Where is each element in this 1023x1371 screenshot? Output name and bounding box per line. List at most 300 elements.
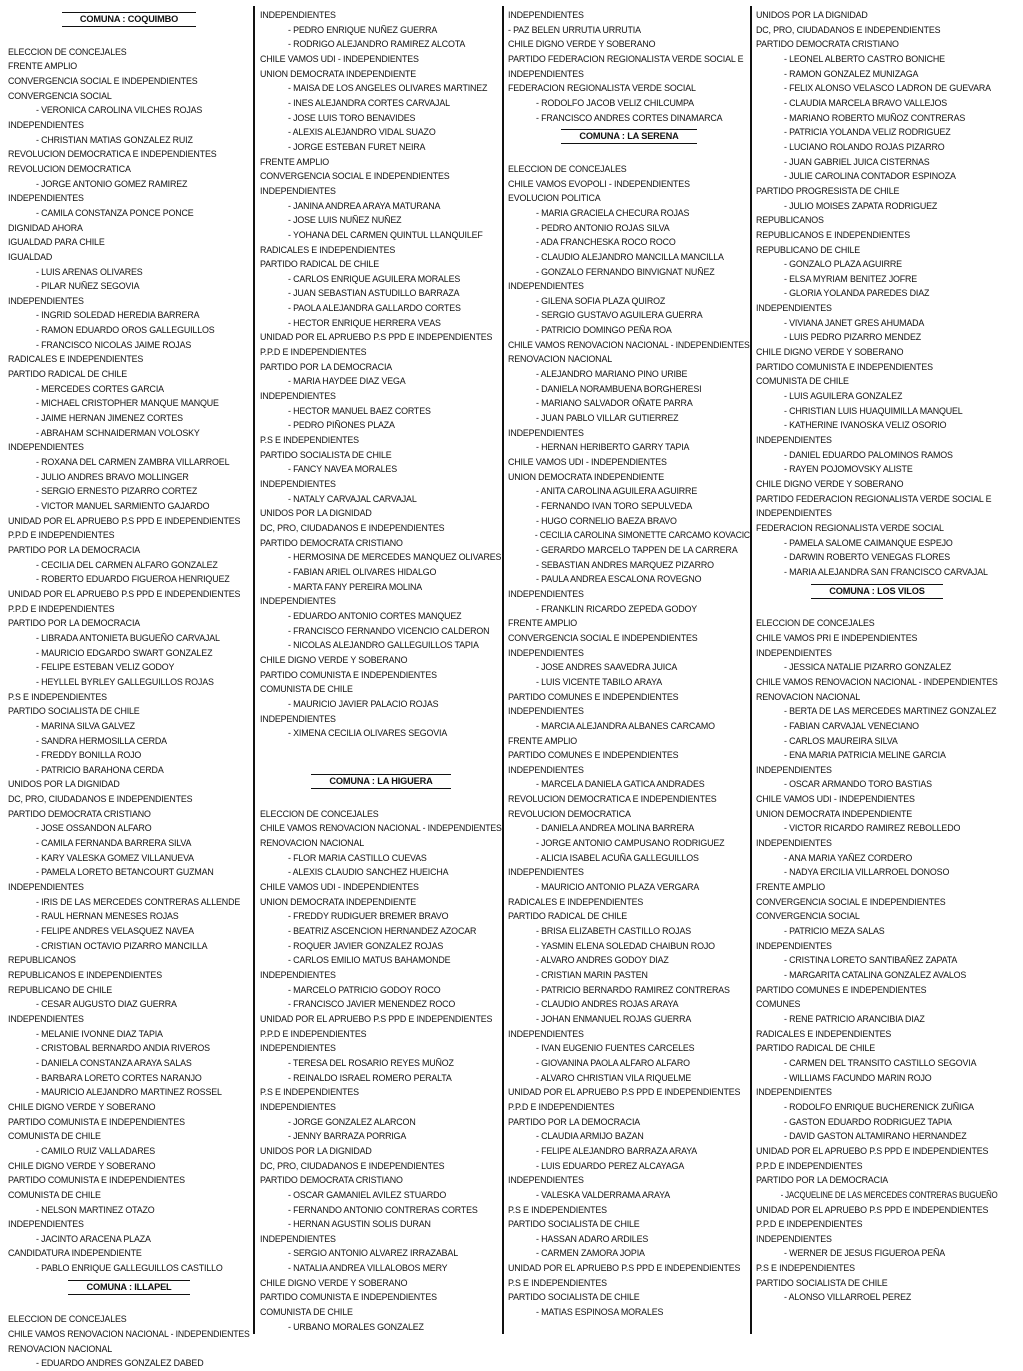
candidate-name: - URBANO MORALES GONZALEZ (288, 1321, 424, 1332)
candidate-name: - MAURICIO ANTONIO PLAZA VERGARA (536, 882, 700, 893)
party-line: EVOLUCION POLITICA (508, 193, 601, 204)
party-line: RADICALES E INDEPENDIENTES (260, 244, 396, 255)
candidate-name: - JOSE OSSANDON ALFARO (36, 823, 152, 834)
party-line: INDEPENDIENTES (260, 596, 336, 607)
party-line: PARTIDO PROGRESISTA DE CHILE (756, 185, 900, 196)
candidate-name: - JOHAN ENMANUEL ROJAS GUERRA (536, 1013, 692, 1024)
candidate-name: - INGRID SOLEDAD HEREDIA BARRERA (36, 310, 200, 321)
party-line: PARTIDO COMUNES E INDEPENDIENTES (508, 750, 679, 761)
party-line: INDEPENDIENTES (8, 882, 84, 893)
party-line: INDEPENDIENTES (508, 588, 584, 599)
party-line: P.S E INDEPENDIENTES (508, 1204, 607, 1215)
candidate-name: - YOHANA DEL CARMEN QUINTUL LLANQUILEF (288, 229, 483, 240)
candidate-name: - HERNAN AGUSTIN SOLIS DURAN (288, 1219, 431, 1230)
party-line: UNIDOS POR LA DIGNIDAD (8, 779, 120, 790)
candidate-name: - HECTOR MANUEL BAEZ CORTES (288, 405, 431, 416)
text-column-2 (260, 8, 502, 1333)
party-line: RADICALES E INDEPENDIENTES (508, 896, 644, 907)
party-line: COMUNISTA DE CHILE (260, 684, 353, 695)
party-line: INDEPENDIENTES (508, 1028, 584, 1039)
candidate-name: - DARWIN ROBERTO VENEGAS FLORES (784, 552, 950, 563)
party-line: INDEPENDIENTES (508, 281, 584, 292)
candidate-name: - EDUARDO ANDRES GONZALEZ DABED (36, 1358, 204, 1369)
party-line: UNIDOS POR LA DIGNIDAD (756, 10, 868, 20)
candidate-name: - PATRICIO BARAHONA CERDA (36, 764, 164, 775)
candidate-name: - HERMOSINA DE MERCEDES MANQUEZ OLIVARES (288, 552, 502, 563)
candidate-name: - HASSAN ADARO ARDILES (536, 1233, 649, 1244)
candidate-name: - PATRICIO MEZA SALAS (784, 926, 885, 937)
candidate-name: - HECTOR ENRIQUE HERRERA VEAS (288, 317, 441, 328)
party-line: INDEPENDIENTES (756, 1233, 832, 1244)
party-line: P.S E INDEPENDIENTES (508, 1277, 607, 1288)
party-line: CHILE DIGNO VERDE Y SOBERANO (8, 1160, 156, 1171)
candidate-name: - PEDRO PIÑONES PLAZA (288, 420, 395, 431)
candidate-name: - LUIS ARENAS OLIVARES (36, 266, 143, 277)
spacer (756, 602, 998, 617)
party-line: REPUBLICANOS E INDEPENDIENTES (8, 970, 162, 980)
candidate-name: - PABLO ENRIQUE GALLEGUILLOS CASTILLO (36, 1263, 223, 1274)
party-line: PARTIDO SOCIALISTA DE CHILE (756, 1277, 888, 1288)
party-line: INDEPENDIENTES (508, 764, 584, 775)
candidate-name: - ROXANA DEL CARMEN ZAMBRA VILLARROEL (36, 457, 230, 468)
candidate-name: - BEATRIZ ASCENCION HERNANDEZ AZOCAR (288, 926, 477, 937)
comuna-heading (8, 8, 250, 30)
candidate-name: - CECILIA DEL CARMEN ALFARO GONZALEZ (36, 559, 218, 570)
party-line: UNIDOS POR LA DIGNIDAD (260, 508, 372, 519)
candidate-name: - CAMILA CONSTANZA PONCE PONCE (36, 207, 194, 218)
party-line: FEDERACION REGIONALISTA VERDE SOCIAL (508, 83, 696, 94)
party-line: PARTIDO SOCIALISTA DE CHILE (8, 706, 140, 717)
party-line: PARTIDO RADICAL DE CHILE (8, 369, 128, 380)
candidate-name: - RODRIGO ALEJANDRO RAMIREZ ALCOTA (288, 39, 466, 50)
party-line: INDEPENDIENTES (756, 647, 832, 658)
candidate-name: - SERGIO GUSTAVO AGUILERA GUERRA (536, 310, 703, 321)
party-line: DC, PRO, CIUDADANOS E INDEPENDIENTES (8, 794, 193, 805)
candidate-name: - GLORIA YOLANDA PAREDES DIAZ (784, 288, 930, 299)
spacer (260, 741, 502, 756)
candidate-name: - MARIA GRACIELA CHECURA ROJAS (536, 207, 690, 218)
candidate-name: - CARMEN ZAMORA JOPIA (536, 1248, 645, 1259)
candidate-name: - JENNY BARRAZA PORRIGA (288, 1131, 407, 1142)
candidate-name: - CARLOS MAUREIRA SILVA (784, 735, 898, 746)
candidate-name: - ADA FRANCHESKA ROCO ROCO (536, 237, 676, 248)
party-line: UNIDAD POR EL APRUEBO P.S PPD E INDEPENDIENTES (756, 1204, 989, 1215)
comuna-heading (8, 1276, 250, 1298)
candidate-name: - DANIEL EDUARDO PALOMINOS RAMOS (784, 449, 953, 460)
candidate-name: - KATHERINE IVANOSKA VELIZ OSORIO (784, 420, 947, 431)
text-column-3 (508, 8, 750, 1333)
party-line: RENOVACION NACIONAL (260, 838, 364, 849)
candidate-name: - GONZALO FERNANDO BINVIGNAT NUÑEZ (536, 266, 715, 277)
candidate-name: - NATALIA ANDREA VILLALOBOS MERY (288, 1263, 448, 1274)
party-line: CHILE DIGNO VERDE Y SOBERANO (756, 347, 904, 358)
candidate-name: - IVAN EUGENIO FUENTES CARCELES (536, 1043, 695, 1054)
candidate-name: - FREDDY RUDIGUER BREMER BRAVO (288, 911, 449, 922)
candidate-name: - FELIPE ALEJANDRO BARRAZA ARAYA (536, 1145, 698, 1156)
candidate-name: - PAMELA SALOME CAIMANQUE ESPEJO (784, 537, 953, 548)
candidate-name: - LUCIANO ROLANDO ROJAS PIZARRO (784, 141, 945, 152)
candidate-name: - HUGO CORNELIO BAEZA BRAVO (536, 515, 677, 526)
party-line: PARTIDO DEMOCRATA CRISTIANO (260, 537, 403, 548)
candidate-name: - BARBARA LORETO CORTES NARANJO (36, 1072, 202, 1083)
candidate-name: - JORGE GONZALEZ ALARCON (288, 1116, 416, 1127)
candidate-name: - HERNAN HERIBERTO GARRY TAPIA (536, 442, 690, 453)
party-line: CHILE DIGNO VERDE Y SOBERANO (260, 1277, 408, 1288)
comuna-heading-text: COMUNA : COQUIMBO (62, 12, 196, 27)
candidate-name: - JUAN GABRIEL JUICA CISTERNAS (784, 156, 930, 167)
column-divider (502, 6, 504, 1334)
candidate-name: - DANIELA ANDREA MOLINA BARRERA (536, 823, 695, 834)
candidate-name: - ELSA MYRIAM BENITEZ JOFRE (784, 273, 918, 284)
candidate-name: - FABIAN ARIEL OLIVARES HIDALGO (288, 566, 437, 577)
candidate-name: - ALICIA ISABEL ACUÑA GALLEGUILLOS (536, 852, 699, 863)
party-line: CHILE VAMOS EVOPOLI - INDEPENDIENTES (508, 178, 690, 189)
candidate-name: - JUAN SEBASTIAN ASTUDILLO BARRAZA (288, 288, 460, 299)
party-line: INDEPENDIENTES (508, 10, 584, 20)
candidate-name: - CAMILO RUIZ VALLADARES (36, 1145, 156, 1156)
candidate-name: - MAISA DE LOS ANGELES OLIVARES MARTINEZ (288, 83, 488, 94)
party-line: RADICALES E INDEPENDIENTES (756, 1028, 892, 1039)
party-line: IGUALDAD PARA CHILE (8, 237, 105, 248)
party-line: PARTIDO DEMOCRATA CRISTIANO (260, 1175, 403, 1186)
candidate-name: - YASMIN ELENA SOLEDAD CHAIBUN ROJO (536, 940, 715, 951)
candidate-name: - TERESA DEL ROSARIO REYES MUÑOZ (288, 1057, 454, 1068)
candidate-name: - RAMON GONZALEZ MUNIZAGA (784, 68, 919, 79)
candidate-name: - RENE PATRICIO ARANCIBIA DIAZ (784, 1013, 925, 1024)
candidate-name: - BRISA ELIZABETH CASTILLO ROJAS (536, 926, 691, 937)
candidate-name: - CRISTINA LORETO SANTIBAÑEZ ZAPATA (784, 955, 958, 966)
party-line: CONVERGENCIA SOCIAL E INDEPENDIENTES (508, 632, 698, 643)
party-line: CHILE DIGNO VERDE Y SOBERANO (8, 1101, 156, 1112)
candidate-name: - JULIO MOISES ZAPATA RODRIGUEZ (784, 200, 938, 211)
party-line: P.P.D E INDEPENDIENTES (8, 530, 115, 541)
spacer (8, 30, 250, 45)
party-line: INDEPENDIENTES (508, 1175, 584, 1186)
candidate-name: - ALONSO VILLARROEL PEREZ (784, 1292, 912, 1303)
candidate-name: - IRIS DE LAS MERCEDES CONTRERAS ALLENDE (36, 896, 241, 907)
party-line: P.P.D E INDEPENDIENTES (508, 1101, 615, 1112)
candidate-name: - JULIE CAROLINA CONTADOR ESPINOZA (784, 171, 956, 182)
comuna-heading-text: COMUNA : LOS VILOS (811, 584, 942, 599)
candidate-name: - LUIS PEDRO PIZARRO MENDEZ (784, 332, 921, 343)
party-line: INDEPENDIENTES (260, 479, 336, 489)
candidate-name: - ANA MARIA YAÑEZ CORDERO (784, 852, 913, 863)
party-line: DC, PRO, CIUDADANOS E INDEPENDIENTES (756, 24, 941, 35)
party-line: REPUBLICANOS E INDEPENDIENTES (756, 229, 910, 240)
party-line: UNION DEMOCRATA INDEPENDIENTE (756, 808, 913, 819)
party-line: PARTIDO POR LA DEMOCRACIA (8, 544, 141, 555)
party-line: INDEPENDIENTES (756, 838, 832, 849)
candidate-name: - BERTA DE LAS MERCEDES MARTINEZ GONZALEZ (784, 706, 997, 717)
candidate-name: - FELIPE ANDRES VELASQUEZ NAVEA (36, 926, 194, 937)
candidate-name: - REINALDO ISRAEL ROMERO PERALTA (288, 1072, 452, 1083)
candidate-name: - VERONICA CAROLINA VILCHES ROJAS (36, 105, 203, 116)
candidate-name: - JESSICA NATALIE PIZARRO GONZALEZ (784, 662, 952, 673)
candidate-name: - LUIS EDUARDO PEREZ ALCAYAGA (536, 1160, 685, 1171)
candidate-name: - DANIELA CONSTANZA ARAYA SALAS (36, 1057, 192, 1068)
candidate-name: - JACINTO ARACENA PLAZA (36, 1233, 151, 1244)
candidate-name: - MARIANO SALVADOR OÑATE PARRA (536, 398, 693, 409)
party-line: P.P.D E INDEPENDIENTES (756, 1160, 863, 1171)
party-line: INDEPENDIENTES (260, 713, 336, 724)
candidate-name: - ENA MARIA PATRICIA MELINE GARCIA (784, 750, 946, 761)
candidate-name: - ALEXIS CLAUDIO SANCHEZ HUEICHA (288, 867, 449, 878)
candidate-name: - CRISTOBAL BERNARDO ANDIA RIVEROS (36, 1043, 210, 1054)
candidate-name: - MARINA SILVA GALVEZ (36, 720, 135, 731)
candidate-name: - MARIANO ROBERTO MUÑOZ CONTRERAS (784, 112, 966, 123)
party-line: UNIDAD POR EL APRUEBO P.S PPD E INDEPENDIENTES (8, 588, 241, 599)
candidate-name: - PATRICIA YOLANDA VELIZ RODRIGUEZ (784, 127, 951, 138)
candidate-name: - NADYA ERCILIA VILLARROEL DONOSO (784, 867, 950, 878)
party-line: ELECCION DE CONCEJALES (756, 618, 875, 629)
candidate-name: - LUIS VICENTE TABILO ARAYA (536, 676, 662, 687)
party-line: CONVERGENCIA SOCIAL E INDEPENDIENTES (8, 75, 198, 86)
candidate-name: - RAYEN POJOMOVSKY ALISTE (784, 464, 913, 475)
party-line: FRENTE AMPLIO (260, 156, 330, 167)
candidate-name: - FRANCISCO ANDRES CORTES DINAMARCA (536, 112, 723, 123)
party-line: ELECCION DE CONCEJALES (260, 808, 379, 819)
party-line: COMUNISTA DE CHILE (260, 1307, 353, 1318)
party-line: INDEPENDIENTES (8, 1219, 84, 1230)
column-divider (750, 6, 752, 1334)
candidate-name: - OSCAR ARMANDO TORO BASTIAS (784, 779, 932, 790)
spacer (260, 792, 502, 807)
candidate-name: - MELANIE IVONNE DIAZ TAPIA (36, 1028, 163, 1039)
comuna-heading-text: COMUNA : ILLAPEL (68, 1280, 189, 1295)
comuna-heading (508, 125, 750, 147)
candidate-name: - INES ALEJANDRA CORTES CARVAJAL (288, 97, 450, 108)
candidate-name: - FERNANDO IVAN TORO SEPULVEDA (536, 501, 693, 511)
candidate-name: - JACQUELINE DE LAS MERCEDES CONTRERAS BUGUEÑO (780, 1189, 998, 1200)
candidate-name: - CLAUDIA MARCELA BRAVO VALLEJOS (784, 97, 948, 108)
party-line: PARTIDO FEDERACION REGIONALISTA VERDE SOCIAL E (756, 493, 992, 504)
candidate-name: - NELSON MARTINEZ OTAZO (36, 1204, 155, 1215)
candidate-name: - CHRISTIAN MATIAS GONZALEZ RUIZ (36, 134, 193, 145)
party-line: UNIDAD POR EL APRUEBO P.S PPD E INDEPENDIENTES (8, 515, 241, 526)
party-line: P.S E INDEPENDIENTES (260, 435, 359, 446)
candidate-name: - LIBRADA ANTONIETA BUGUEÑO CARVAJAL (36, 632, 220, 643)
party-line: CHILE VAMOS RENOVACION NACIONAL - INDEPENDIENTES (8, 1329, 250, 1340)
candidate-name: - JORGE ANTONIO GOMEZ RAMIREZ (36, 178, 188, 189)
party-line: UNIDAD POR EL APRUEBO P.S PPD E INDEPENDIENTES (508, 1263, 741, 1274)
candidate-name: - NICOLAS ALEJANDRO GALLEGUILLOS TAPIA (288, 640, 479, 651)
party-line: INDEPENDIENTES (508, 427, 584, 438)
candidate-name: - NATALY CARVAJAL CARVAJAL (288, 493, 417, 504)
party-line: PARTIDO RADICAL DE CHILE (756, 1043, 876, 1054)
party-line: INDEPENDIENTES (756, 435, 832, 446)
party-line: P.P.D E INDEPENDIENTES (8, 603, 115, 614)
candidate-name: - GONZALO PLAZA AGUIRRE (784, 259, 902, 270)
candidate-name: - PEDRO ENRIQUE NUÑEZ GUERRA (288, 24, 438, 35)
candidate-name: - MAURICIO JAVIER PALACIO ROJAS (288, 698, 439, 709)
party-line: - PAZ BELEN URRUTIA URRUTIA (508, 24, 641, 35)
party-line: INDEPENDIENTES (756, 303, 832, 314)
party-line: P.P.D E INDEPENDIENTES (260, 347, 367, 358)
party-line: UNION DEMOCRATA INDEPENDIENTE (260, 896, 417, 907)
candidate-name: - CARLOS EMILIO MATUS BAHAMONDE (288, 955, 451, 966)
party-line: REVOLUCION DEMOCRATICA (8, 163, 131, 174)
candidate-name: - PATRICIO DOMINGO PEÑA ROA (536, 325, 672, 336)
candidate-name: - OSCAR GAMANIEL AVILEZ STUARDO (288, 1189, 447, 1200)
candidate-name: - SEBASTIAN ANDRES MARQUEZ PIZARRO (536, 559, 714, 570)
candidate-name: - MAURICIO ALEJANDRO MARTINEZ ROSSEL (36, 1087, 222, 1098)
party-line: REVOLUCION DEMOCRATICA E INDEPENDIENTES (508, 794, 717, 805)
party-line: INDEPENDIENTES (260, 185, 336, 196)
candidate-name: - ABRAHAM SCHNAIDERMAN VOLOSKY (36, 427, 200, 438)
candidate-name: - PILAR NUÑEZ SEGOVIA (36, 281, 140, 292)
party-line: PARTIDO RADICAL DE CHILE (508, 911, 628, 922)
party-line: COMUNES (756, 999, 801, 1010)
candidate-name: - FREDDY BONILLA ROJO (36, 750, 142, 761)
candidate-name: - CECILIA CAROLINA SIMONETTE CARCAMO KOVACIC (534, 530, 750, 541)
party-line: REPUBLICANOS (756, 215, 824, 226)
party-line: FRENTE AMPLIO (508, 618, 578, 629)
party-line: INDEPENDIENTES (8, 1013, 84, 1024)
party-line: INDEPENDIENTES (260, 10, 336, 20)
party-line: INDEPENDIENTES (508, 706, 584, 717)
candidate-name: - MATIAS ESPINOSA MORALES (536, 1307, 664, 1318)
party-line: CANDIDATURA INDEPENDIENTE (8, 1248, 142, 1259)
candidate-name: - CESAR AUGUSTO DIAZ GUERRA (36, 999, 177, 1010)
party-line: P.P.D E INDEPENDIENTES (260, 1028, 367, 1039)
party-line: CHILE VAMOS RENOVACION NACIONAL - INDEPENDIENTES (508, 339, 750, 350)
party-line: RENOVACION NACIONAL (8, 1343, 112, 1354)
candidate-name: - FELIPE ESTEBAN VELIZ GODOY (36, 662, 175, 673)
party-line: INDEPENDIENTES (508, 647, 584, 658)
candidate-name: - RAMON EDUARDO OROS GALLEGUILLOS (36, 325, 215, 336)
party-line: PARTIDO SOCIALISTA DE CHILE (260, 449, 392, 460)
party-line: CONVERGENCIA SOCIAL E INDEPENDIENTES (260, 171, 450, 182)
candidate-name: - FRANKLIN RICARDO ZEPEDA GODOY (536, 603, 698, 614)
candidate-name: - MARTA FANY PEREIRA MOLINA (288, 581, 423, 592)
spacer (8, 1298, 250, 1313)
party-line: PARTIDO POR LA DEMOCRACIA (260, 361, 393, 372)
party-line: CHILE VAMOS RENOVACION NACIONAL - INDEPENDIENTES (756, 676, 998, 687)
candidate-name: - JOSE LUIS NUÑEZ NUÑEZ (288, 215, 402, 226)
candidate-name: - XIMENA CECILIA OLIVARES SEGOVIA (288, 728, 448, 739)
candidate-name: - JANINA ANDREA ARAYA MATURANA (288, 200, 441, 211)
candidate-name: - PATRICIO BERNARDO RAMIREZ CONTRERAS (536, 984, 730, 995)
party-line: INDEPENDIENTES (756, 508, 832, 519)
candidate-name: - EDUARDO ANTONIO CORTES MANQUEZ (288, 610, 462, 621)
party-line: CONVERGENCIA SOCIAL (8, 90, 112, 101)
party-line: PARTIDO DEMOCRATA CRISTIANO (8, 808, 151, 819)
candidate-name: - CARLOS ENRIQUE AGUILERA MORALES (288, 273, 461, 284)
candidate-name: - ANITA CAROLINA AGUILERA AGUIRRE (536, 486, 698, 497)
party-line: PARTIDO POR LA DEMOCRACIA (508, 1116, 641, 1127)
candidate-name: - CARMEN DEL TRANSITO CASTILLO SEGOVIA (784, 1057, 977, 1068)
party-line: PARTIDO COMUNISTA E INDEPENDIENTES (8, 1175, 185, 1186)
candidate-name: - JUAN PABLO VILLAR GUTIERREZ (536, 413, 679, 424)
candidate-name: - ALEJANDRO MARIANO PINO URIBE (536, 369, 688, 380)
candidate-name: - KARY VALESKA GOMEZ VILLANUEVA (36, 852, 194, 863)
candidate-name: - VALESKA VALDERRAMA ARAYA (536, 1189, 671, 1200)
party-line: FRENTE AMPLIO (508, 735, 578, 746)
candidate-name: - PAULA ANDREA ESCALONA ROVEGNO (536, 574, 702, 585)
party-line: INDEPENDIENTES (756, 764, 832, 775)
candidate-name: - HEYLLEL BYRLEY GALLEGUILLOS ROJAS (36, 676, 214, 687)
party-line: UNIDAD POR EL APRUEBO P.S PPD E INDEPENDIENTES (508, 1087, 741, 1098)
party-line: P.P.D E INDEPENDIENTES (756, 1219, 863, 1230)
candidate-name: - WILLIAMS FACUNDO MARIN ROJO (784, 1072, 932, 1083)
party-line: INDEPENDIENTES (508, 867, 584, 878)
party-line: PARTIDO COMUNES E INDEPENDIENTES (508, 691, 679, 702)
party-line: PARTIDO POR LA DEMOCRACIA (8, 618, 141, 629)
spacer (260, 755, 502, 770)
party-line: FRENTE AMPLIO (8, 61, 78, 72)
candidate-name: - PEDRO ANTONIO ROJAS SILVA (536, 222, 670, 233)
candidate-name: - GIOVANINA PAOLA ALFARO ALFARO (536, 1057, 690, 1068)
party-line: CHILE VAMOS UDI - INDEPENDIENTES (260, 882, 419, 893)
text-column-4 (756, 8, 998, 1333)
candidate-name: - MARIA ALEJANDRA SAN FRANCISCO CARVAJAL (784, 566, 988, 577)
comuna-heading (756, 580, 998, 602)
party-line: INDEPENDIENTES (8, 119, 84, 130)
party-line: PARTIDO COMUNES E INDEPENDIENTES (756, 984, 927, 995)
party-line: PARTIDO POR LA DEMOCRACIA (756, 1175, 889, 1186)
candidate-name: - WERNER DE JESUS FIGUEROA PEÑA (784, 1248, 946, 1259)
candidate-name: - ROBERTO EDUARDO FIGUEROA HENRIQUEZ (36, 574, 230, 585)
party-line: INDEPENDIENTES (260, 970, 336, 980)
party-line: INDEPENDIENTES (260, 1043, 336, 1054)
party-line: DC, PRO, CIUDADANOS E INDEPENDIENTES (260, 1160, 445, 1171)
party-line: COMUNISTA DE CHILE (8, 1131, 101, 1142)
party-line: INDEPENDIENTES (756, 1087, 832, 1098)
party-line: REVOLUCION DEMOCRATICA E INDEPENDIENTES (8, 149, 217, 160)
party-line: CHILE DIGNO VERDE Y SOBERANO (260, 654, 408, 665)
candidate-name: - VICTOR MANUEL SARMIENTO GAJARDO (36, 501, 210, 511)
candidate-name: - MARCELA DANIELA GATICA ANDRADES (536, 779, 705, 790)
party-line: CHILE DIGNO VERDE Y SOBERANO (508, 39, 656, 50)
candidate-name: - JOSE LUIS TORO BENAVIDES (288, 112, 416, 123)
party-line: RENOVACION NACIONAL (756, 691, 860, 702)
party-line: PARTIDO SOCIALISTA DE CHILE (508, 1292, 640, 1303)
candidate-name: - DAVID GASTON ALTAMIRANO HERNANDEZ (784, 1131, 967, 1142)
candidate-name: - MARCIA ALEJANDRA ALBANES CARCAMO (536, 720, 715, 731)
party-line: P.S E INDEPENDIENTES (260, 1087, 359, 1098)
candidate-name: - LUIS AGUILERA GONZALEZ (784, 391, 903, 402)
party-line: DIGNIDAD AHORA (8, 222, 83, 233)
candidate-name: - ALEXIS ALEJANDRO VIDAL SUAZO (288, 127, 436, 138)
party-line: CHILE VAMOS UDI - INDEPENDIENTES (508, 457, 667, 468)
candidate-name: - RODOLFO ENRIQUE BUCHERENICK ZUÑIGA (784, 1101, 974, 1112)
candidate-name: - FABIAN CARVAJAL VENECIANO (784, 720, 919, 731)
party-line: RENOVACION NACIONAL (508, 354, 612, 365)
candidate-name: - JORGE ANTONIO CAMPUSANO RODRIGUEZ (536, 838, 725, 849)
party-line: INDEPENDIENTES (756, 940, 832, 951)
party-line: COMUNISTA DE CHILE (756, 376, 849, 387)
party-line: UNION DEMOCRATA INDEPENDIENTE (260, 68, 417, 79)
party-line: ELECCION DE CONCEJALES (508, 163, 627, 174)
candidate-name: - CRISTIAN OCTAVIO PIZARRO MANCILLA (36, 940, 208, 951)
party-line: FEDERACION REGIONALISTA VERDE SOCIAL (756, 522, 944, 533)
party-line: REPUBLICANOS (8, 955, 76, 966)
candidate-name: - PAOLA ALEJANDRA GALLARDO CORTES (288, 303, 461, 314)
party-line: INDEPENDIENTES (8, 442, 84, 453)
party-line: REVOLUCION DEMOCRATICA (508, 808, 631, 819)
candidate-name: - CHRISTIAN LUIS HUAQUIMILLA MANQUEL (784, 405, 963, 416)
comuna-heading (260, 770, 502, 792)
party-line: REPUBLICANO DE CHILE (756, 244, 861, 255)
candidate-name: - VIVIANA JANET GRES AHUMADA (784, 317, 925, 328)
party-line: PARTIDO FEDERACION REGIONALISTA VERDE SOCIAL E (508, 53, 744, 64)
party-line: PARTIDO RADICAL DE CHILE (260, 259, 380, 270)
column-divider (253, 6, 255, 1334)
party-line: INDEPENDIENTES (8, 193, 84, 204)
party-line: UNIDOS POR LA DIGNIDAD (260, 1145, 372, 1156)
text-column-1 (8, 8, 250, 1369)
party-line: CONVERGENCIA SOCIAL (756, 911, 860, 922)
